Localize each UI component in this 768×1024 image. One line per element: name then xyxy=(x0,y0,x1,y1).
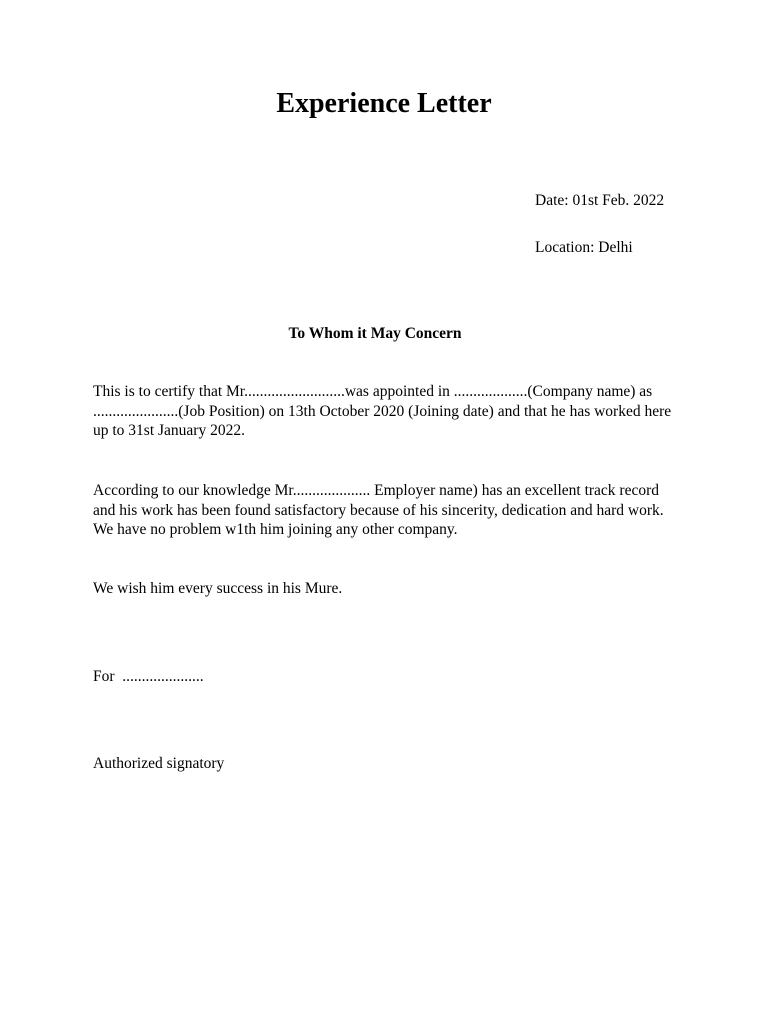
body-paragraph-wishes: We wish him every success in his Mure. xyxy=(93,580,343,597)
for-company-line: For ..................... xyxy=(93,668,204,685)
authorized-signatory: Authorized signatory xyxy=(93,755,225,772)
letter-date: Date: 01st Feb. 2022 xyxy=(535,192,665,209)
letter-location: Location: Delhi xyxy=(535,239,633,256)
body-paragraph-knowledge: According to our knowledge Mr.................... Employer name) has an excellent track record and his work has been found satisfactory because of his sincerity, dedication and hard work. We have no problem w1th him joining any other company. xyxy=(93,482,664,538)
document-title: Experience Letter xyxy=(276,88,492,119)
body-paragraph-certification: This is to certify that Mr..........................was appointed in ...................(Company name) as ......................(Job Position) on 13th October 2020 (Joining date) and that he has worked here up to 31st January 2022. xyxy=(93,383,672,439)
salutation: To Whom it May Concern xyxy=(288,325,462,342)
